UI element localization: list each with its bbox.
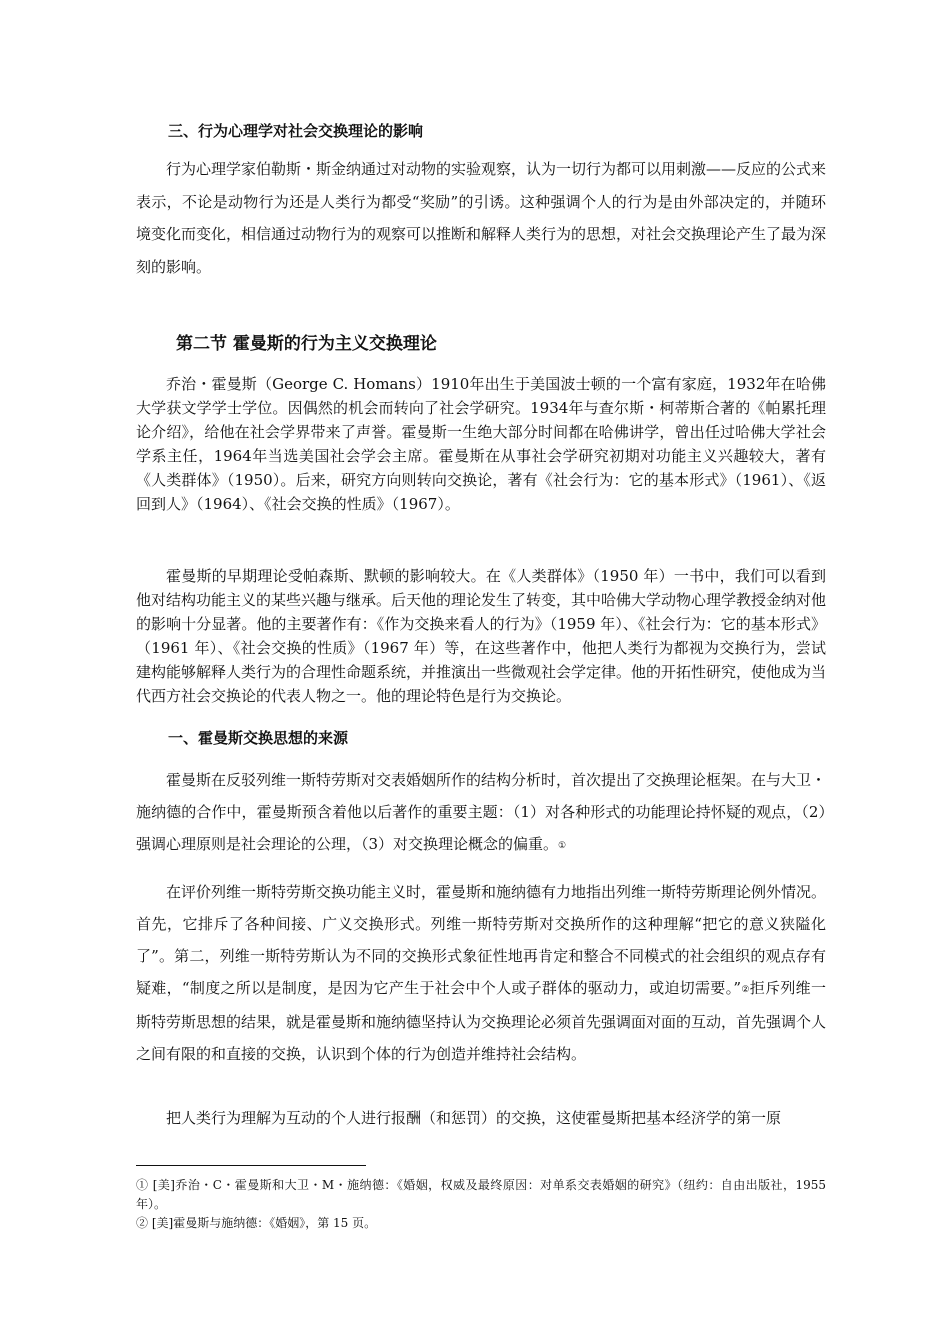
footnote-2-mark: ②	[136, 1216, 149, 1230]
paragraph-sources-framework-text: 霍曼斯在反驳列维一斯特劳斯对交表婚姻所作的结构分析时，首次提出了交换理论框架。在与大卫・施纳德的合作中，霍曼斯预含着他以后著作的重要主题：（1）对各种形式的功能理论持怀疑的观点，（2）强调心理原则是社会理论的公理，（3）对交换理论概念的偏重。	[136, 771, 827, 853]
paragraph-sources-framework	[136, 764, 826, 862]
paragraph-levi-strauss-critique-text-a: 在评价列维一斯特劳斯交换功能主义时，霍曼斯和施纳德有力地指出列维一斯特劳斯理论例外情况。首先，它排斥了各种间接、广义交换形式。列维一斯特劳斯对交换所作的这种理解“把它的意义狭隘化了”。第二，列维一斯特劳斯认为不同的交换形式象征性地再肯定和整合不同模式的社会组织的观点存有疑难，“制度之所以是制度，是因为它产生于社会中个人或子群体的驱动力，或迫切需要。”	[136, 883, 827, 997]
paragraph-exchange-reward: 把人类行为理解为互动的个人进行报酬（和惩罚）的交换，这使霍曼斯把基本经济学的第一原	[166, 1109, 782, 1127]
section-heading-homans: 第二节 霍曼斯的行为主义交换理论	[176, 334, 437, 354]
paragraph-skinner: 行为心理学家伯勒斯・斯金纳通过对动物的实验观察，认为一切行为都可以用刺激——反应的公式来表示，不论是动物行为还是人类行为都受“奖励”的引诱。这种强调个人的行为是由外部决定的，并随环境变化而变化，相信通过动物行为的观察可以推断和解释人类行为的思想，对社会交换理论产生了最为深刻的影响。	[136, 160, 827, 276]
paragraph-levi-strauss-critique-text-b: 拒斥列维一斯特劳斯思想的结果，就是霍曼斯和施纳德坚持认为交换理论必须首先强调面对面的互动，首先强调个人之间有限的和直接的交换，认识到个体的行为创造并维持社会结构。	[136, 979, 827, 1063]
footnote-1-text: [美]乔治・C・霍曼斯和大卫・M・施纳德：《婚姻，权威及最终原因：对单系交表婚姻的研究》（纽约：自由出版社，1955 年）。	[136, 1178, 826, 1211]
footnote-divider	[136, 1165, 366, 1166]
footnotes	[136, 1176, 826, 1233]
footnote-2-text: [美]霍曼斯与施纳德：《婚姻》，第 15 页。	[148, 1216, 377, 1230]
subsection-heading-behavior-psychology: 三、行为心理学对社会交换理论的影响	[168, 122, 424, 140]
paragraph-homans-bio: 乔治・霍曼斯（George C. Homans）1910年出生于美国波士顿的一个富有家庭，1932年在哈佛大学获文学学士学位。因偶然的机会而转向了社会学研究。1934年与查尔斯・柯蒂斯合著的《帕累托理论介绍》，给他在社会学界带来了声誉。霍曼斯一生绝大部分时间都在哈佛讲学，曾出任过哈佛大学社会学系主任，1964年当选美国社会学会主席。霍曼斯在从事社会学研究初期对功能主义兴趣较大，著有《人类群体》（1950）。后来，研究方向则转向交换论，著有《社会行为：它的基本形式》（1961）、《返回到人》（1964）、《社会交换的性质》（1967）。	[136, 375, 826, 513]
footnote-2	[136, 1214, 826, 1233]
footnote-1-mark: ①	[136, 1178, 149, 1192]
subsection-heading-sources: 一、霍曼斯交换思想的来源	[168, 729, 349, 747]
paragraph-levi-strauss-critique	[136, 876, 826, 1070]
paragraph-homans-early-theory: 霍曼斯的早期理论受帕森斯、默顿的影响较大。在《人类群体》（1950 年）一书中，我们可以看到他对结构功能主义的某些兴趣与继承。后天他的理论发生了转变，其中哈佛大学动物心理学教授金纳对他的影响十分显著。他的主要著作有：《作为交换来看人的行为》（1959 年）、《社会行为：它的基本形式》（1961 年）、《社会交换的性质》（1967 年）等，在这些著作中，他把人类行为都视为交换行为，尝试建构能够解释人类行为的合理性命题系统，并推演出一些微观社会学定律。他的开拓性研究，使他成为当代西方社会交换论的代表人物之一。他的理论特色是行为交换论。	[136, 567, 827, 705]
footnote-ref-2[interactable]: ②	[741, 985, 750, 995]
footnote-1	[136, 1176, 826, 1214]
footnote-ref-1[interactable]: ①	[558, 841, 567, 851]
